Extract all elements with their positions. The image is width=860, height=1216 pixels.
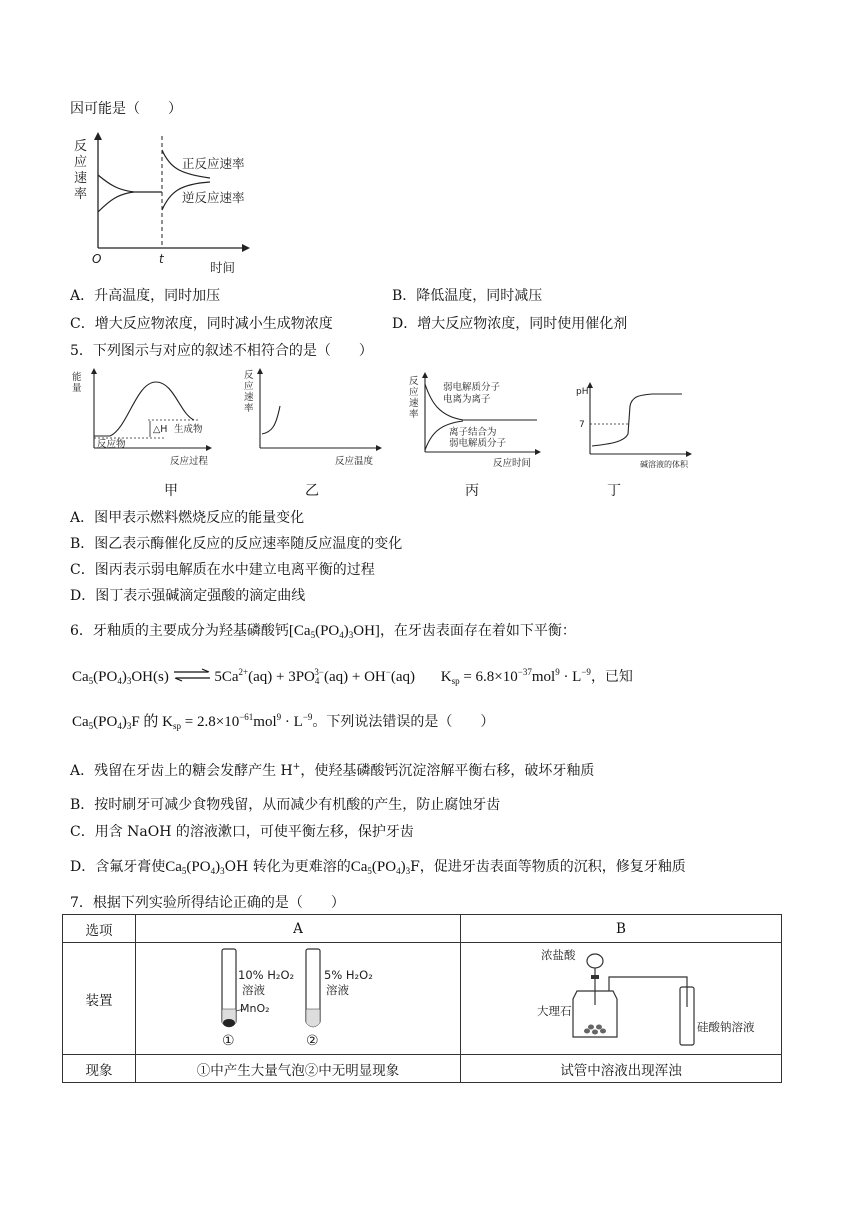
q4-y-label-4: 率	[74, 187, 88, 202]
q5-yi-y-1: 反	[244, 370, 254, 381]
q5-bing-y-2: 应	[409, 387, 419, 398]
q4-curve-reverse-label: 逆反应速率	[182, 190, 245, 205]
q4-option-d: D．增大反应物浓度，同时使用催化剂	[392, 316, 628, 332]
q6-formula-fap: $Ca_5(PO_4)_3$	[72, 714, 132, 731]
q5-fig-yi	[240, 368, 390, 468]
q6-option-d: D．含氟牙膏使$Ca_5(PO_4)_3OH$ 转化为更难溶的$Ca_5(PO_4)_3F$，促进牙齿表面等物质的沉积，修复牙釉质	[70, 859, 686, 876]
table-row	[63, 915, 782, 943]
q5-option-b: B．图乙表示酶催化反应的反应速率随反应温度的变化	[70, 536, 403, 552]
q4-y-label-3: 速	[74, 171, 88, 186]
q5-bing-y-4: 率	[409, 409, 419, 420]
q4-t-label: t	[159, 252, 164, 266]
q5-yi-x-label: 反应温度	[335, 456, 374, 467]
q7-experiment-table	[62, 914, 782, 1083]
q5-caption-ding: 丁	[607, 483, 621, 499]
q5-jia-product: 生成物	[174, 424, 203, 435]
q5-jia-y-2: 量	[72, 383, 82, 394]
b-acid-label: 浓盐酸	[541, 948, 576, 962]
q5-yi-y-3: 速	[244, 392, 254, 403]
q6-ksp1: $K_{sp} = 6.8\times 10^{-37}mol^9 \cdot L^{-9}$	[440, 667, 591, 686]
q5-yi-y-2: 应	[244, 381, 254, 392]
tube2-conc: 5% H₂O₂	[324, 968, 373, 982]
q5-fig-bing	[405, 372, 555, 472]
q6-equilibrium-line	[72, 666, 633, 686]
q6-line3: $Ca_5(PO_4)_3F$ 的 $K_{sp} = 2.8\times 10^{-61}mol^9 \cdot L^{-9}$。下列说法错误的是（ ）	[72, 712, 495, 731]
tube1-solution: 溶液	[242, 983, 265, 997]
table-row	[63, 943, 782, 1055]
q5-stem: 5．下列图示与对应的叙述不相符合的是（ ）	[70, 343, 373, 359]
q5-option-a: A．图甲表示燃料燃烧反应的能量变化	[70, 510, 305, 526]
q4-origin-label: O	[92, 252, 102, 266]
b-silicate-label: 硅酸钠溶液	[697, 1020, 755, 1034]
q5-jia-reactant: 反应物	[97, 439, 126, 450]
tube2-solution: 溶液	[326, 983, 349, 997]
q5-option-c: C．图丙表示弱电解质在水中建立电离平衡的过程	[70, 562, 375, 578]
q5-option-d: D．图丁表示强碱滴定强酸的滴定曲线	[70, 588, 306, 604]
table-device-a	[136, 943, 461, 1055]
test-tubes-illustration	[216, 949, 396, 1049]
tube1-number: ①	[222, 1033, 235, 1049]
table-device-b	[461, 943, 782, 1055]
q4-rate-time-graph	[70, 130, 270, 275]
q5-bing-y-3: 速	[409, 398, 419, 409]
gas-generator-illustration	[537, 947, 755, 1051]
q6-option-a: A．残留在牙齿上的糖会发酵产生 H+，使羟基磷酸钙沉淀溶解平衡右移，破坏牙釉质	[70, 762, 595, 779]
q5-jia-x-label: 反应过程	[170, 456, 209, 467]
q4-option-a: A．升高温度，同时加压	[70, 288, 221, 304]
q4-curve-forward-label: 正反应速率	[182, 156, 245, 171]
q5-caption-jia: 甲	[164, 483, 178, 499]
table-header-b: B	[461, 915, 782, 943]
q5-ding-y-label: pH	[576, 387, 589, 397]
table-phenomenon-a: ①中产生大量气泡②中无明显现象	[136, 1055, 461, 1083]
q5-bing-x-label: 反应时间	[493, 458, 532, 469]
q7-stem: 7．根据下列实验所得结论正确的是（ ）	[70, 895, 345, 911]
q5-caption-bing: 丙	[465, 483, 479, 499]
q6-known: ，已知	[590, 669, 633, 685]
tube1-reagent: MnO₂	[240, 1002, 270, 1015]
q4-x-label: 时间	[210, 260, 236, 275]
q5-fig-jia	[70, 368, 220, 468]
q5-yi-y-4: 率	[244, 403, 254, 414]
q6-eq-rhs: $5Ca^{2+}(aq) + 3PO_4^{3-}(aq) + OH^-(aq)$	[214, 667, 415, 686]
q6-option-b: B．按时刷牙可减少食物残留，从而减少有机酸的产生，防止腐蚀牙齿	[70, 797, 501, 813]
q6-intro-tail: ，在牙齿表面存在着如下平衡：	[379, 623, 576, 639]
table-header-a: A	[136, 915, 461, 943]
q4-y-label-2: 应	[74, 155, 88, 170]
table-header-option: 选项	[63, 915, 136, 943]
q4-option-b: B．降低温度，同时减压	[392, 288, 543, 304]
q6-formula-hap: $[Ca_5(PO_4)_3OH]$	[288, 623, 380, 640]
q4-stem-tail: 因可能是（ ）	[70, 101, 182, 117]
q5-bing-lower-2: 弱电解质分子	[449, 438, 507, 449]
q5-bing-y-1: 反	[409, 376, 419, 387]
q6-eq-arrow	[173, 669, 211, 686]
q6-eq-lhs: $Ca_5(PO_4)_3OH(s)$	[72, 669, 169, 686]
table-row	[63, 1055, 782, 1083]
q5-bing-upper-2: 电离为离子	[443, 394, 491, 405]
q5-bing-upper-1: 弱电解质分子	[443, 382, 501, 393]
q5-caption-yi: 乙	[305, 483, 319, 499]
q5-ding-x-label: 碱溶液的体积	[640, 460, 688, 469]
q6-intro-line	[70, 620, 576, 640]
table-phenomenon-label: 现象	[63, 1055, 136, 1083]
tube2-number: ②	[306, 1033, 319, 1049]
q5-jia-dh: △H	[153, 424, 168, 435]
table-phenomenon-b: 试管中溶液出现浑浊	[461, 1055, 782, 1083]
q6-intro: 6．牙釉质的主要成分为羟基磷酸钙	[70, 623, 289, 639]
q6-option-c: C．用含 NaOH 的溶液漱口，可使平衡左移，保护牙齿	[70, 824, 414, 840]
q5-ding-tick-7: 7	[579, 420, 585, 430]
q5-fig-ding	[570, 382, 700, 472]
b-marble-label: 大理石	[537, 1004, 572, 1018]
q5-bing-lower-1: 离子结合为	[449, 427, 497, 438]
q4-option-c: C．增大反应物浓度，同时减小生成物浓度	[70, 316, 333, 332]
q5-jia-y-1: 能	[72, 372, 82, 383]
table-device-label: 装置	[63, 943, 136, 1055]
tube1-conc: 10% H₂O₂	[238, 968, 295, 982]
q4-y-label-1: 反	[74, 139, 88, 154]
